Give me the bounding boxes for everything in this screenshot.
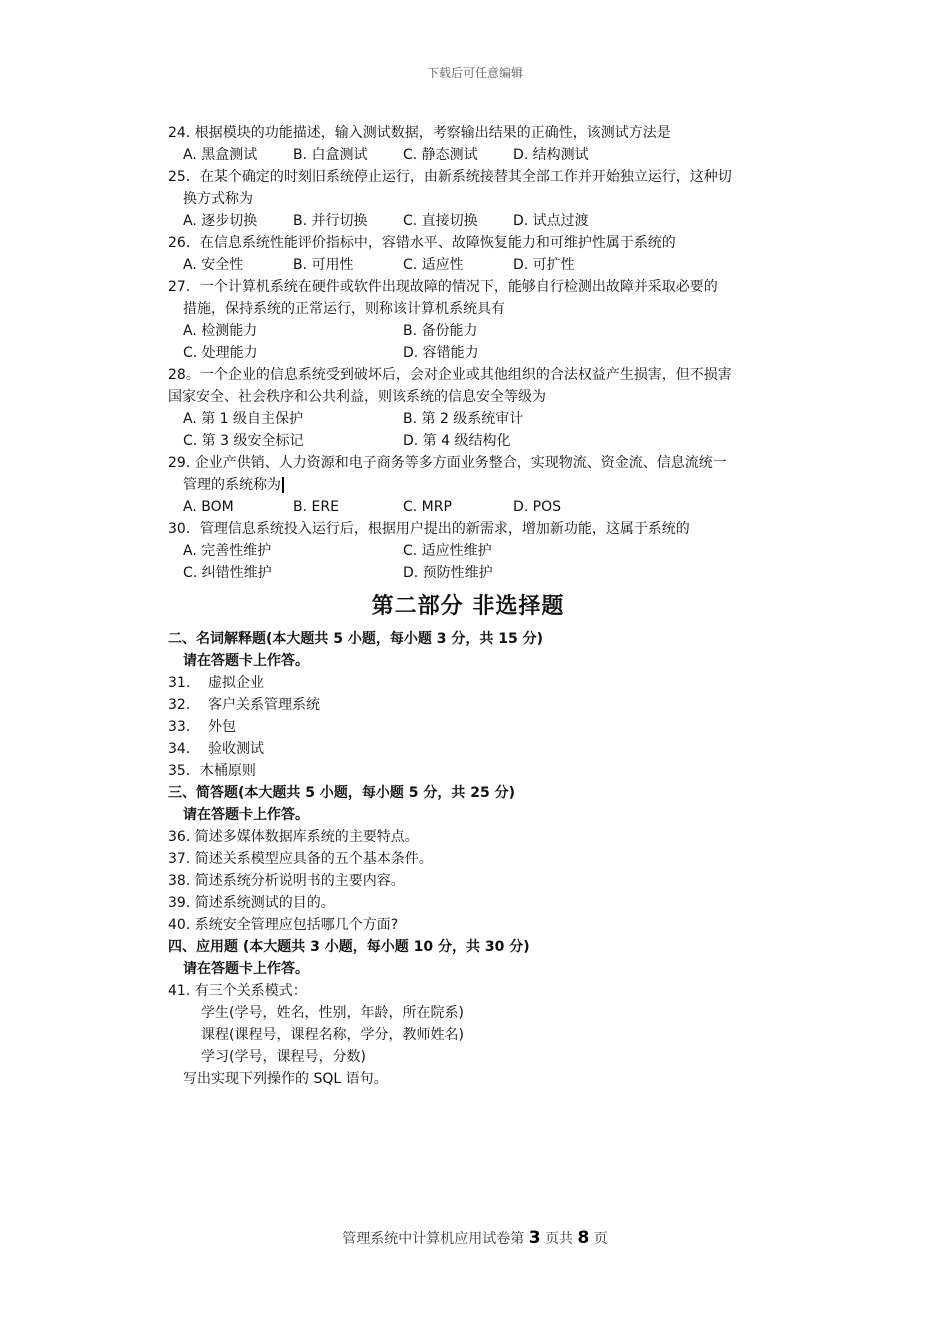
footer-suffix: 页	[593, 1231, 608, 1247]
options-row	[168, 430, 768, 452]
option-a: A. 第 1 级自主保护	[183, 411, 304, 427]
question-stem: 30．管理信息系统投入运行后，根据用户提出的新需求，增加新功能，这属于系统的	[168, 521, 690, 537]
option-c: C. MRP	[403, 499, 452, 515]
options-row	[168, 254, 768, 276]
question-29	[168, 452, 768, 518]
item-number: 31.	[168, 675, 191, 691]
answer-note: 请在答题卡上作答。	[183, 807, 309, 823]
answer-note: 请在答题卡上作答。	[183, 961, 309, 977]
list-item: 39. 简述系统测试的目的。	[168, 895, 335, 911]
option-a: A. 安全性	[183, 257, 244, 273]
item-number: 33.	[168, 719, 191, 735]
options-row	[168, 320, 768, 342]
option-b: B. 白盒测试	[293, 147, 368, 163]
footer-prefix: 管理系统中计算机应用试卷第	[342, 1231, 525, 1247]
schema-study: 学习(学号，课程号，分数)	[201, 1049, 366, 1065]
schema-student: 学生(学号，姓名，性别，年龄，所在院系)	[201, 1005, 464, 1021]
text-cursor	[282, 477, 284, 493]
option-c: C. 静态测试	[403, 147, 478, 163]
question-stem: 26．在信息系统性能评价指标中，容错水平、故障恢复能力和可维护性属于系统的	[168, 235, 676, 251]
list-item: 35．木桶原则	[168, 763, 256, 779]
list-item: 36. 简述多媒体数据库系统的主要特点。	[168, 829, 419, 845]
part-title: 第二部分 非选择题	[371, 593, 565, 619]
option-a: A. 检测能力	[183, 323, 258, 339]
options-row	[168, 144, 768, 166]
options-row	[168, 540, 768, 562]
page-number: 3	[528, 1228, 541, 1248]
option-b: B. ERE	[293, 499, 339, 515]
options-row	[168, 562, 768, 584]
option-b: B. 第 2 级系统审计	[403, 411, 524, 427]
option-c: C. 处理能力	[183, 345, 258, 361]
list-item: 38. 简述系统分析说明书的主要内容。	[168, 873, 405, 889]
option-c: C. 直接切换	[403, 213, 478, 229]
item-text: 客户关系管理系统	[208, 697, 320, 713]
question-24	[168, 122, 768, 166]
section-application	[168, 936, 768, 1090]
question-41: 41. 有三个关系模式：	[168, 983, 307, 999]
list-item	[168, 694, 768, 716]
question-stem: 28。一个企业的信息系统受到破坏后，会对企业或其他组织的合法权益产生损害，但不损害	[168, 367, 732, 383]
item-text: 验收测试	[208, 741, 264, 757]
question-stem: 25．在某个确定的时刻旧系统停止运行，由新系统接替其全部工作并开始独立运行，这种切	[168, 169, 732, 185]
total-pages: 8	[577, 1228, 590, 1248]
options-row	[168, 342, 768, 364]
options-row	[168, 496, 768, 518]
question-stem-cont	[168, 474, 768, 496]
option-a: A. BOM	[183, 499, 234, 515]
option-c: C. 适应性维护	[403, 543, 492, 559]
option-d: D. 试点过渡	[513, 213, 589, 229]
option-d: D. 结构测试	[513, 147, 589, 163]
option-a: A. 逐步切换	[183, 213, 258, 229]
item-number: 32.	[168, 697, 191, 713]
list-item	[168, 716, 768, 738]
options-row	[168, 408, 768, 430]
question-stem-text: 管理的系统称为	[183, 477, 281, 493]
list-item: 40. 系统安全管理应包括哪几个方面?	[168, 917, 399, 933]
question-stem: 24. 根据模块的功能描述，输入测试数据，考察输出结果的正确性，该测试方法是	[168, 125, 671, 141]
option-d: D. POS	[513, 499, 562, 515]
section-heading: 四、应用题 (本大题共 3 小题，每小题 10 分，共 30 分)	[168, 939, 530, 955]
option-d: D. 容错能力	[403, 345, 479, 361]
question-stem-cont: 措施，保持系统的正常运行，则称该计算机系统具有	[183, 301, 505, 317]
page-footer	[0, 1228, 950, 1248]
option-b: B. 可用性	[293, 257, 354, 273]
question-stem: 29. 企业产供销、人力资源和电子商务等多方面业务整合，实现物流、资金流、信息流统一	[168, 455, 727, 471]
list-item	[168, 738, 768, 760]
question-28	[168, 364, 768, 452]
question-stem-cont: 换方式称为	[183, 191, 253, 207]
option-c: C. 第 3 级安全标记	[183, 433, 304, 449]
option-b: B. 并行切换	[293, 213, 368, 229]
option-c: C. 纠错性维护	[183, 565, 272, 581]
option-d: D. 第 4 级结构化	[403, 433, 511, 449]
option-d: D. 预防性维护	[403, 565, 493, 581]
option-b: B. 备份能力	[403, 323, 478, 339]
answer-note: 请在答题卡上作答。	[183, 653, 309, 669]
item-text: 外包	[208, 719, 236, 735]
section-heading: 二、名词解释题(本大题共 5 小题，每小题 3 分，共 15 分)	[168, 631, 544, 647]
list-item	[168, 672, 768, 694]
schema-course: 课程(课程号，课程名称，学分，教师姓名)	[201, 1027, 464, 1043]
question-26	[168, 232, 768, 276]
list-item: 37. 简述关系模型应具备的五个基本条件。	[168, 851, 433, 867]
footer-mid: 页共	[545, 1231, 573, 1247]
exam-content	[168, 122, 768, 1090]
section-short-answer	[168, 782, 768, 936]
section-terms	[168, 628, 768, 782]
question-25	[168, 166, 768, 232]
option-a: A. 黑盒测试	[183, 147, 258, 163]
options-row	[168, 210, 768, 232]
instruction: 写出实现下列操作的 SQL 语句。	[183, 1071, 388, 1087]
section-heading: 三、简答题(本大题共 5 小题，每小题 5 分，共 25 分)	[168, 785, 516, 801]
item-number: 34.	[168, 741, 191, 757]
question-stem: 27．一个计算机系统在硬件或软件出现故障的情况下，能够自行检测出故障并采取必要的	[168, 279, 718, 295]
question-30	[168, 518, 768, 584]
option-c: C. 适应性	[403, 257, 464, 273]
option-d: D. 可扩性	[513, 257, 575, 273]
question-27	[168, 276, 768, 364]
item-text: 虚拟企业	[208, 675, 264, 691]
option-a: A. 完善性维护	[183, 543, 272, 559]
question-stem-cont: 国家安全、社会秩序和公共利益，则该系统的信息安全等级为	[168, 389, 546, 405]
page-header: 下载后可任意编辑	[426, 66, 523, 80]
